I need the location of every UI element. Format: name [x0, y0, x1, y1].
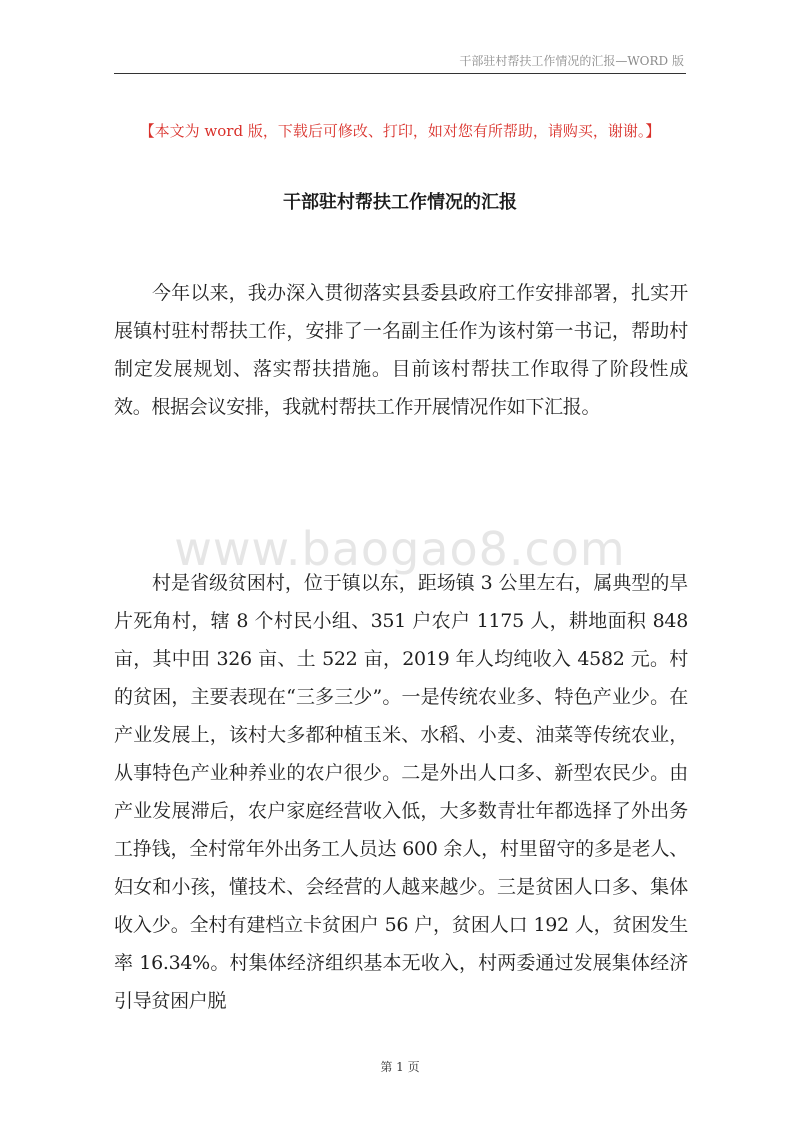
page-number: 第 1 页	[380, 1060, 420, 1074]
document-title: 干部驻村帮扶工作情况的汇报	[283, 192, 517, 214]
running-header: 干部驻村帮扶工作情况的汇报—WORD 版	[459, 54, 684, 68]
word-version-notice: 【本文为 word 版，下载后可修改、打印，如对您有所帮助，请购买，谢谢。】	[139, 122, 661, 140]
watermark-text: www.baogao8.com	[174, 522, 626, 576]
header-rule	[114, 73, 686, 74]
paragraph-village-overview: 村是省级贫困村，位于镇以东，距场镇 3 公里左右，属典型的旱片死角村，辖 8 个村民小组、351 户农户 1175 人，耕地面积 848 亩，其中田 326 亩、土 522 亩，2019 年人均纯收入 4582 元。村的贫困，主要表现在“三多三少”。一是传统农业多、特色产业少。在产业发展上，该村大多都种植玉米、水稻、小麦、油菜等传统农业，从事特色产业种养业的农户很少。二是外出人口多、新型农民少。由产业发展滞后，农户家庭经营收入低，大多数青壮年都选择了外出务工挣钱，全村常年外出务工人员达 600 余人，村里留守的多是老人、妇女和小孩，懂技术、会经营的人越来越少。三是贫困人口多、集体收入少。全村有建档立卡贫困户 56 户，贫困人口 192 人，贫困发生率 16.34%。村集体经济组织基本无收入，村两委通过发展集体经济引导贫困户脱	[114, 572, 688, 1012]
paragraph-intro: 今年以来，我办深入贯彻落实县委县政府工作安排部署，扎实开展镇村驻村帮扶工作，安排了一名副主任作为该村第一书记，帮助村制定发展规划、落实帮扶措施。目前该村帮扶工作取得了阶段性成效。根据会议安排，我就村帮扶工作开展情况作如下汇报。	[114, 282, 688, 418]
